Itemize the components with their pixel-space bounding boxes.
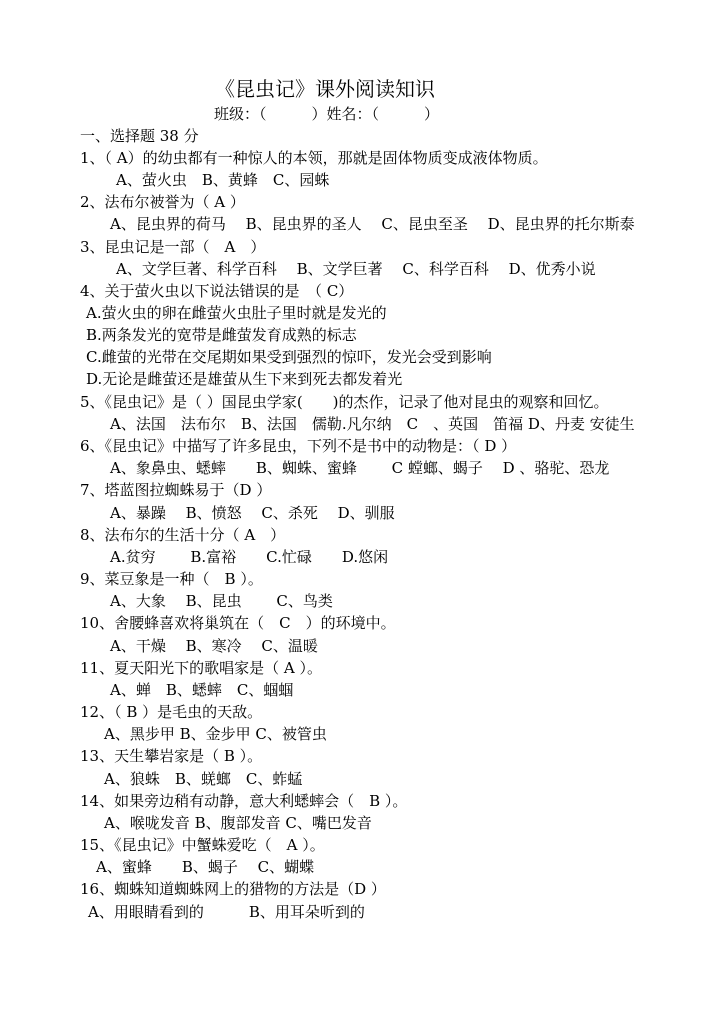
options-6: A、象鼻虫、蟋蟀 B、蜘蛛、蜜蜂 C 螳螂、蝎子 D 、骆驼、恐龙 <box>110 459 610 477</box>
options-15: A、蜜蜂 B、蝎子 C、蝴蝶 <box>96 858 315 876</box>
options-9: A、大象 B、昆虫 C、鸟类 <box>110 592 333 610</box>
option-4a: A.萤火虫的卵在雌萤火虫肚子里时就是发光的 <box>86 304 387 322</box>
options-7: A、暴躁 B、愤怒 C、杀死 D、驯服 <box>110 504 395 522</box>
options-10: A、干燥 B、寒冷 C、温暖 <box>110 637 318 655</box>
option-4b: B.两条发光的宽带是雌萤发育成熟的标志 <box>86 326 357 344</box>
question-12: 12、（ B ）是毛虫的天敌。 <box>80 703 263 721</box>
options-16: A、用眼睛看到的 B、用耳朵听到的 <box>88 903 365 921</box>
options-3: A、文学巨著、科学百科 B、文学巨著 C、科学百科 D、优秀小说 <box>116 260 596 278</box>
section-heading: 一、选择题 38 分 <box>80 127 199 145</box>
question-11: 11、夏天阳光下的歌唱家是（ A ）。 <box>80 659 322 677</box>
options-14: A、喉咙发音 B、腹部发音 C、嘴巴发音 <box>104 814 372 832</box>
options-2: A、昆虫界的荷马 B、昆虫界的圣人 C、昆虫至圣 D、昆虫界的托尔斯泰 <box>110 215 635 233</box>
question-8: 8、法布尔的生活十分（ A ） <box>80 526 286 544</box>
question-14: 14、如果旁边稍有动静，意大利蟋蟀会（ B ）。 <box>80 792 408 810</box>
question-3: 3、昆虫记是一部（ A ） <box>80 238 266 256</box>
option-4c: C.雌萤的光带在交尾期如果受到强烈的惊吓，发光会受到影响 <box>86 348 492 366</box>
question-13: 13、天生攀岩家是（ B ）。 <box>80 747 263 765</box>
question-16: 16、蜘蛛知道蜘蛛网上的猎物的方法是（D ） <box>80 880 386 898</box>
options-12: A、黑步甲 B、金步甲 C、被管虫 <box>104 725 327 743</box>
question-7: 7、塔蓝图拉蜘蛛易于（D ） <box>80 481 272 499</box>
options-5: A、法国 法布尔 B、法国 儒勒.凡尔纳 C 、英国 笛福 D、丹麦 安徒生 <box>110 415 635 433</box>
question-6: 6、《昆虫记》中描写了许多昆虫，下列不是书中的动物是：（ D ） <box>80 437 517 455</box>
question-5: 5、《昆虫记》是（ ）国昆虫学家( )的杰作，记录了他对昆虫的观察和回忆。 <box>80 393 609 411</box>
options-13: A、狼蛛 B、蜣螂 C、蚱蜢 <box>104 770 303 788</box>
options-11: A、蝉 B、蟋蟀 C、蝈蝈 <box>110 681 294 699</box>
options-8: A.贫穷 B.富裕 C.忙碌 D.悠闲 <box>110 548 389 566</box>
question-4: 4、关于萤火虫以下说法错误的是 （ C） <box>80 282 354 300</box>
class-name-line: 班级：（ ）姓名：（ ） <box>214 105 440 123</box>
document-title: 《昆虫记》课外阅读知识 <box>215 77 435 101</box>
options-1: A、萤火虫 B、黄蜂 C、园蛛 <box>116 171 330 189</box>
question-15: 15、《昆虫记》中蟹蛛爱吃（ A ）。 <box>80 836 325 854</box>
question-9: 9、菜豆象是一种（ B ）。 <box>80 570 263 588</box>
question-1: 1、（ A）的幼虫都有一种惊人的本领，那就是固体物质变成液体物质。 <box>80 149 548 167</box>
question-2: 2、法布尔被誉为（ A ） <box>80 193 245 211</box>
question-10: 10、舍腰蜂喜欢将巢筑在（ C ）的环境中。 <box>80 614 396 632</box>
option-4d: D.无论是雌萤还是雄萤从生下来到死去都发着光 <box>86 370 403 388</box>
